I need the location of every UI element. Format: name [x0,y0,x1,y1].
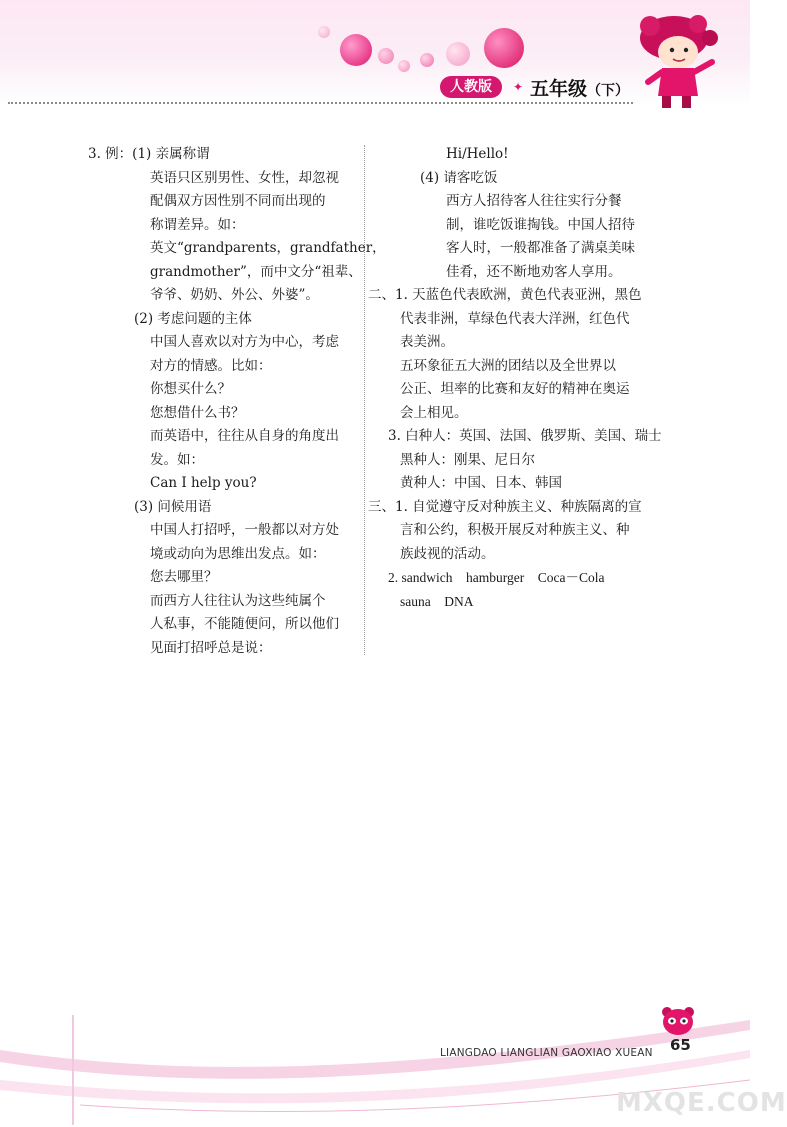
text-line: 境或动向为思维出发点。如： [150,545,326,562]
page-number: 65 [670,1036,691,1054]
text-line: 见面打招呼总是说： [150,639,272,656]
text-line: 黑种人：刚果、尼日尔 [400,451,535,468]
decor-bubble [446,42,470,66]
text-line: 表美洲。 [400,334,454,350]
text-line: 代表非洲，草绿色代表大洋洲，红色代 [400,310,630,327]
grade-label: 五年级 [530,78,588,100]
decor-bubble [378,48,394,64]
text-line: (3) 问候用语 [134,498,212,515]
decor-bubble [318,26,330,38]
text-line: 五环象征五大洲的团结以及全世界以 [400,357,616,374]
column-divider [364,145,365,655]
text-line: 二、1. 天蓝色代表欧洲，黄色代表亚洲，黑色 [368,287,642,303]
text-line: 人私事，不能随便问，所以他们 [150,616,339,632]
volume-label: （下） [587,83,630,99]
edition-badge: 人教版 [440,76,502,98]
text-line: 公正、坦率的比赛和友好的精神在奥运 [400,381,630,397]
text-line: sauna DNA [400,593,474,609]
decor-bubble [398,60,410,72]
mascot-icon [632,12,732,110]
text-line: 佳肴，还不断地劝客人享用。 [446,263,622,280]
text-line: 您想借什么书？ [150,404,245,421]
text-line: Can I help you? [150,475,257,491]
text-line: 三、1. 自觉遵守反对种族主义、种族隔离的宣 [368,498,642,515]
series-name: LIANGDAO LIANGLIAN GAOXIAO XUEAN [440,1047,653,1059]
text-line: 而英语中，往往从自身的角度出 [150,428,339,444]
text-line: grandmother”，而中文分“祖辈、 [150,263,362,280]
decor-bubble [484,28,524,68]
text-line: (2) 考虑问题的主体 [134,310,252,327]
text-line: 制，谁吃饭谁掏钱。中国人招待 [446,216,635,233]
text-line: 2. sandwich hamburger Coca－Cola [388,570,605,585]
header-divider [8,102,633,104]
decor-bubble [420,53,434,67]
text-line: 而西方人往往认为这些纯属个 [150,592,326,609]
text-line: 族歧视的活动。 [400,545,495,562]
text-line: 对方的情感。比如： [150,357,272,374]
decor-bubble [340,34,372,66]
watermark: MXQE.COM [616,1088,787,1118]
text-line: 配偶双方因性别不同而出现的 [150,193,326,209]
left-column [88,143,386,660]
text-line: 称谓差异。如： [150,216,245,233]
text-line: 3. 白种人：英国、法国、俄罗斯、美国、瑞士 [388,428,662,444]
text-line: 客人时，一般都准备了满桌美味 [446,240,635,256]
text-line: 西方人招待客人往往实行分餐 [446,193,622,209]
text-line: 中国人喜欢以对方为中心，考虑 [150,334,339,350]
text-line: 您去哪里？ [150,569,218,585]
diamond-icon: ✦ [513,80,524,94]
text-line: 中国人打招呼，一般都以对方处 [150,522,339,538]
grade-title [530,74,629,101]
right-column [368,143,662,613]
text-line: 3. 例：(1) 亲属称谓 [88,146,210,162]
footer-rule [72,1015,74,1125]
text-line: 言和公约，积极开展反对种族主义、种 [400,522,630,538]
text-line: 发。如： [150,451,204,468]
panda-icon [660,1006,696,1038]
text-line: 爷爷、奶奶、外公、外婆”。 [150,287,319,303]
text-line: Hi/Hello! [446,146,509,162]
text-line: 英文“grandparents，grandfather， [150,240,386,256]
text-line: 你想买什么？ [150,381,231,397]
text-line: (4) 请客吃饭 [420,169,498,186]
text-line: 黄种人：中国、日本、韩国 [400,475,562,491]
text-line: 会上相见。 [400,404,468,421]
text-line: 英语只区别男性、女性，却忽视 [150,169,339,186]
